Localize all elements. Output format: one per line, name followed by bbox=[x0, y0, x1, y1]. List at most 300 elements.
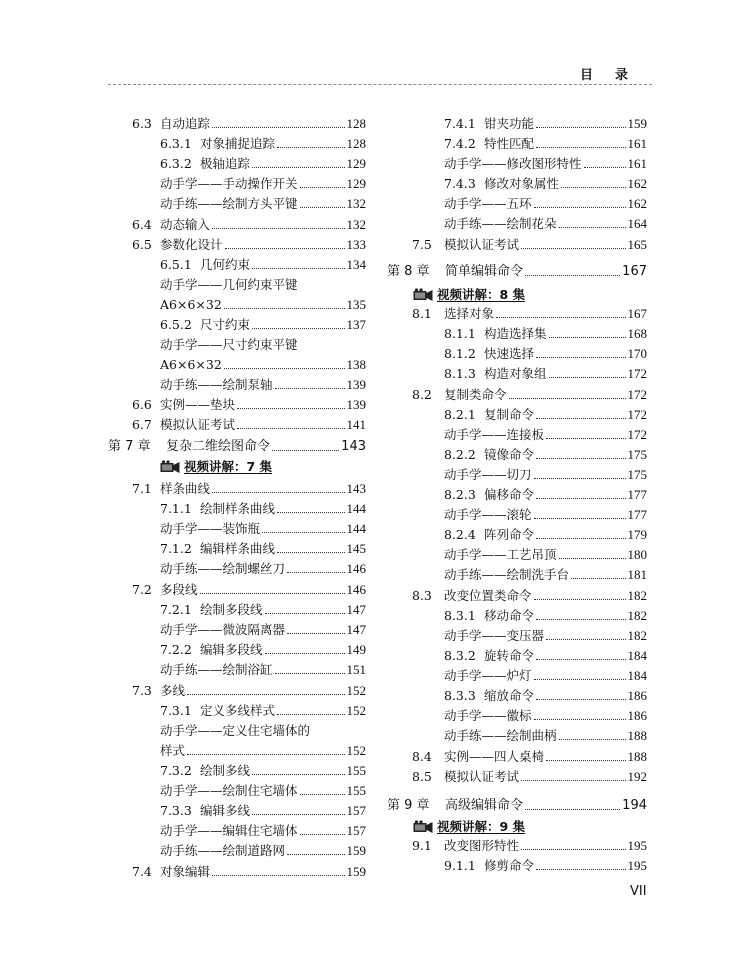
toc-entry-title: 动手学——装饰瓶 bbox=[160, 521, 261, 536]
toc-dot-leader bbox=[536, 458, 625, 459]
toc-entry-page: 172 bbox=[627, 407, 647, 422]
toc-entry-number: 8.3 bbox=[412, 588, 432, 603]
toc-entry-number: 7.1.1 bbox=[160, 501, 192, 516]
toc-entry-number: 8.3.3 bbox=[444, 688, 476, 703]
toc-subsection-entry[interactable] bbox=[160, 293, 366, 313]
toc-entry-page: 141 bbox=[346, 417, 366, 432]
toc-entry-page: 147 bbox=[346, 602, 366, 617]
toc-entry-title: 动手练——绘制方头平键 bbox=[160, 196, 298, 211]
toc-subsection-entry[interactable] bbox=[160, 172, 366, 192]
toc-subsection-entry[interactable] bbox=[444, 724, 647, 744]
toc-entry-page: 132 bbox=[346, 217, 366, 232]
toc-subsection-entry[interactable] bbox=[160, 638, 366, 658]
toc-entry-page: 137 bbox=[346, 317, 366, 332]
toc-entry-title: 动手学——修改图形特性 bbox=[444, 156, 582, 171]
toc-subsection-entry[interactable] bbox=[160, 253, 366, 273]
toc-entry-title: 编辑多段线 bbox=[200, 642, 263, 657]
toc-subsection-entry[interactable] bbox=[160, 779, 366, 799]
toc-subsection-entry[interactable] bbox=[444, 523, 647, 543]
toc-entry-page: 129 bbox=[346, 176, 366, 191]
toc-subsection-entry[interactable] bbox=[444, 543, 647, 563]
toc-dot-leader bbox=[277, 512, 344, 513]
toc-dot-leader bbox=[187, 754, 344, 755]
toc-entry-number: 8.3.1 bbox=[444, 608, 476, 623]
video-label-text: 视频讲解：7 集 bbox=[184, 459, 273, 474]
toc-dot-leader bbox=[287, 854, 344, 855]
toc-entry-title: 动手学——连接板 bbox=[444, 427, 545, 442]
toc-entry-title: 动手练——绘制螺丝刀 bbox=[160, 561, 286, 576]
toc-subsection-entry[interactable] bbox=[160, 373, 366, 393]
toc-entry-title: 旋转命令 bbox=[484, 648, 535, 663]
toc-section-entry[interactable] bbox=[132, 393, 366, 413]
toc-entry-page: 138 bbox=[346, 357, 366, 372]
toc-dot-leader bbox=[237, 428, 344, 429]
toc-entry-page: 179 bbox=[627, 527, 647, 542]
toc-entry-title: 高级编辑命令 bbox=[445, 798, 524, 813]
toc-dot-leader bbox=[534, 599, 626, 600]
toc-entry-title: 动手练——绘制泵轴 bbox=[160, 377, 273, 392]
toc-entry-page: 139 bbox=[346, 397, 366, 412]
toc-subsection-entry[interactable] bbox=[444, 192, 647, 212]
toc-subsection-entry[interactable] bbox=[444, 704, 647, 724]
toc-entry-page: 157 bbox=[346, 803, 366, 818]
toc-dot-leader bbox=[521, 780, 625, 781]
toc-subsection-entry[interactable] bbox=[160, 537, 366, 557]
video-lecture-label bbox=[413, 815, 525, 835]
toc-section-entry[interactable] bbox=[412, 745, 647, 765]
toc-entry-number: 7.2.1 bbox=[160, 602, 192, 617]
toc-entry-title: 绘制多段线 bbox=[200, 602, 263, 617]
header-title: 目录 bbox=[579, 68, 650, 83]
toc-entry-page: 188 bbox=[627, 728, 647, 743]
toc-entry-title: 定义多线样式 bbox=[200, 703, 276, 718]
toc-entry-page: 135 bbox=[346, 297, 366, 312]
toc-dot-leader bbox=[224, 368, 345, 369]
toc-entry-number: 7.2.2 bbox=[160, 642, 192, 657]
toc-dot-leader bbox=[534, 518, 626, 519]
toc-dot-leader bbox=[212, 492, 344, 493]
toc-entry-page: 175 bbox=[627, 467, 647, 482]
toc-dot-leader bbox=[536, 699, 625, 700]
toc-entry-title: 动手练——绘制曲柄 bbox=[444, 728, 557, 743]
toc-subsection-entry[interactable] bbox=[160, 517, 366, 537]
toc-entry-title: 对象捕捉追踪 bbox=[200, 136, 276, 151]
toc-dot-leader bbox=[277, 147, 344, 148]
toc-dot-leader bbox=[559, 739, 626, 740]
toc-subsection-entry[interactable] bbox=[160, 313, 366, 333]
toc-entry-number: 9.1 bbox=[412, 838, 432, 853]
toc-dot-leader bbox=[534, 679, 626, 680]
toc-dot-leader bbox=[536, 619, 625, 620]
toc-entry-number: 6.5.2 bbox=[160, 317, 192, 332]
toc-entry-title: 动手学——五环 bbox=[444, 196, 532, 211]
toc-dot-leader bbox=[252, 268, 344, 269]
toc-entry-title: 镜像命令 bbox=[484, 447, 535, 462]
toc-entry-number: 7.5 bbox=[412, 237, 432, 252]
toc-entry-page: 184 bbox=[627, 668, 647, 683]
toc-subsection-entry[interactable] bbox=[444, 503, 647, 523]
toc-dot-leader bbox=[275, 388, 345, 389]
toc-entry-number: 8.5 bbox=[412, 769, 432, 784]
toc-section-entry[interactable] bbox=[132, 233, 366, 253]
toc-entry-title: 动手学——滚轮 bbox=[444, 507, 532, 522]
toc-entry-title: 偏移命令 bbox=[484, 487, 535, 502]
toc-entry-page: 143 bbox=[346, 481, 366, 496]
toc-entry-number: 6.6 bbox=[132, 397, 152, 412]
toc-subsection-entry[interactable] bbox=[444, 342, 647, 362]
toc-entry-title: 动手学——绘制住宅墙体 bbox=[160, 783, 298, 798]
toc-entry-page: 139 bbox=[346, 377, 366, 392]
toc-entry-title: 移动命令 bbox=[484, 608, 535, 623]
toc-dot-leader bbox=[212, 127, 344, 128]
toc-entry-title: 实例——四人桌椅 bbox=[444, 749, 545, 764]
toc-subsection-entry[interactable] bbox=[444, 212, 647, 232]
toc-entry-page: 134 bbox=[346, 257, 366, 272]
toc-entry-number: 7.4.2 bbox=[444, 136, 476, 151]
toc-dot-leader bbox=[277, 714, 344, 715]
toc-subsection-entry[interactable] bbox=[160, 333, 366, 353]
toc-entry-number: 8.3.2 bbox=[444, 648, 476, 663]
toc-entry-number: 6.3.1 bbox=[160, 136, 192, 151]
toc-section-entry[interactable] bbox=[132, 413, 366, 433]
toc-section-entry[interactable] bbox=[132, 213, 366, 233]
toc-dot-leader bbox=[275, 673, 345, 674]
toc-entry-page: 165 bbox=[627, 237, 647, 252]
toc-entry-title: 动手学——尺寸约束平键 bbox=[160, 337, 298, 352]
toc-entry-title: 几何约束 bbox=[200, 257, 251, 272]
toc-entry-number: 7.4.1 bbox=[444, 116, 476, 131]
toc-entry-page: 128 bbox=[346, 116, 366, 131]
toc-entry-page: 147 bbox=[346, 622, 366, 637]
toc-section-entry[interactable] bbox=[132, 112, 366, 132]
toc-entry-page: 161 bbox=[627, 156, 647, 171]
toc-entry-page: 186 bbox=[627, 688, 647, 703]
toc-entry-page: 175 bbox=[627, 447, 647, 462]
toc-entry-page: 177 bbox=[627, 487, 647, 502]
toc-dot-leader bbox=[287, 572, 344, 573]
toc-entry-title: 多段线 bbox=[160, 582, 198, 597]
toc-dot-leader bbox=[237, 408, 344, 409]
video-lecture-label bbox=[413, 283, 525, 303]
toc-subsection-entry[interactable] bbox=[444, 664, 647, 684]
toc-entry-number: 6.4 bbox=[132, 217, 152, 232]
toc-entry-number: 8.1.3 bbox=[444, 366, 476, 381]
toc-subsection-entry[interactable] bbox=[444, 604, 647, 624]
toc-entry-number: 8.1 bbox=[412, 306, 432, 321]
toc-entry-page: 182 bbox=[627, 588, 647, 603]
toc-section-entry[interactable] bbox=[412, 233, 647, 253]
toc-subsection-entry[interactable] bbox=[160, 699, 366, 719]
toc-subsection-entry[interactable] bbox=[160, 132, 366, 152]
toc-subsection-entry[interactable] bbox=[444, 563, 647, 583]
page-number: VII bbox=[630, 884, 647, 899]
toc-dot-leader bbox=[509, 398, 626, 399]
toc-subsection-entry[interactable] bbox=[160, 273, 366, 293]
toc-entry-title: 动手学——编辑住宅墙体 bbox=[160, 823, 298, 838]
toc-entry-title: 动手练——绘制花朵 bbox=[444, 216, 557, 231]
toc-subsection-entry[interactable] bbox=[444, 854, 647, 874]
toc-entry-page: 128 bbox=[346, 136, 366, 151]
toc-entry-number: 7.4.3 bbox=[444, 176, 476, 191]
toc-subsection-entry[interactable] bbox=[160, 799, 366, 819]
toc-entry-page: 144 bbox=[346, 521, 366, 536]
toc-entry-page: 161 bbox=[627, 136, 647, 151]
toc-entry-title: 模拟认证考试 bbox=[160, 417, 236, 432]
toc-entry-number: 第 9 章 bbox=[387, 798, 430, 813]
toc-entry-title: 尺寸约束 bbox=[200, 317, 251, 332]
toc-entry-title: 参数化设计 bbox=[160, 237, 223, 252]
toc-entry-number: 8.1.1 bbox=[444, 326, 476, 341]
toc-dot-leader bbox=[187, 694, 344, 695]
toc-dot-leader bbox=[265, 613, 345, 614]
toc-entry-number: 6.5 bbox=[132, 237, 152, 252]
toc-entry-number: 7.3 bbox=[132, 683, 152, 698]
video-label-text: 视频讲解：8 集 bbox=[437, 287, 526, 302]
toc-dot-leader bbox=[521, 248, 625, 249]
toc-entry-title: 实例——垫块 bbox=[160, 397, 236, 412]
toc-dot-leader bbox=[212, 875, 344, 876]
toc-entry-page: 172 bbox=[627, 387, 647, 402]
toc-subsection-entry[interactable] bbox=[444, 152, 647, 172]
video-camera-icon bbox=[413, 820, 433, 834]
toc-dot-leader bbox=[571, 578, 625, 579]
toc-entry-title: 动手练——绘制道路网 bbox=[160, 843, 286, 858]
toc-entry-page: 177 bbox=[627, 507, 647, 522]
toc-dot-leader bbox=[536, 418, 625, 419]
toc-dot-leader bbox=[546, 438, 625, 439]
toc-subsection-entry[interactable] bbox=[444, 403, 647, 423]
toc-section-entry[interactable] bbox=[132, 679, 366, 699]
toc-dot-leader bbox=[546, 639, 625, 640]
toc-entry-title: 钳夹功能 bbox=[484, 116, 535, 131]
toc-dot-leader bbox=[534, 207, 626, 208]
toc-chapter-entry[interactable] bbox=[387, 794, 647, 814]
toc-entry-title: 自动追踪 bbox=[160, 116, 211, 131]
toc-entry-page: 155 bbox=[346, 763, 366, 778]
toc-entry-title: 简单编辑命令 bbox=[445, 264, 524, 279]
toc-entry-page: 167 bbox=[627, 306, 647, 321]
toc-entry-title: 阵列命令 bbox=[484, 527, 535, 542]
toc-dot-leader bbox=[549, 337, 626, 338]
toc-entry-page: 194 bbox=[622, 798, 647, 813]
header-divider bbox=[108, 84, 652, 85]
toc-dot-leader bbox=[252, 167, 344, 168]
toc-entry-title: 复杂二维绘图命令 bbox=[166, 439, 271, 454]
toc-dot-leader bbox=[559, 558, 626, 559]
toc-entry-number: 9.1.1 bbox=[444, 858, 476, 873]
toc-entry-number: 8.2.1 bbox=[444, 407, 476, 422]
toc-dot-leader bbox=[225, 248, 345, 249]
toc-entry-title: 构造选择集 bbox=[484, 326, 547, 341]
toc-entry-title: 动手学——手动操作开关 bbox=[160, 176, 298, 191]
toc-entry-page: 144 bbox=[346, 501, 366, 516]
toc-entry-number: 7.2 bbox=[132, 582, 152, 597]
toc-entry-title: 动手练——绘制浴缸 bbox=[160, 662, 273, 677]
toc-entry-title: 绘制样条曲线 bbox=[200, 501, 276, 516]
toc-entry-page: 195 bbox=[627, 838, 647, 853]
toc-entry-title: 复制类命令 bbox=[444, 387, 507, 402]
toc-entry-page: 159 bbox=[346, 843, 366, 858]
video-label-text: 视频讲解：9 集 bbox=[437, 819, 526, 834]
toc-section-entry[interactable] bbox=[412, 584, 647, 604]
toc-dot-leader bbox=[549, 377, 626, 378]
toc-entry-title: 动手学——定义住宅墙体的 bbox=[160, 723, 311, 738]
toc-entry-number: 8.2.4 bbox=[444, 527, 476, 542]
toc-entry-page: 146 bbox=[346, 582, 366, 597]
toc-subsection-entry[interactable] bbox=[444, 112, 647, 132]
toc-dot-leader bbox=[534, 719, 626, 720]
toc-dot-leader bbox=[252, 814, 344, 815]
toc-subsection-entry[interactable] bbox=[444, 463, 647, 483]
toc-entry-title: 构造对象组 bbox=[484, 366, 547, 381]
toc-section-entry[interactable] bbox=[412, 765, 647, 785]
toc-subsection-entry[interactable] bbox=[160, 353, 366, 373]
toc-subsection-entry[interactable] bbox=[444, 172, 647, 192]
toc-subsection-entry[interactable] bbox=[160, 152, 366, 172]
toc-entry-page: 143 bbox=[341, 439, 366, 454]
toc-dot-leader bbox=[265, 653, 345, 654]
toc-entry-number: 7.3.1 bbox=[160, 703, 192, 718]
toc-chapter-entry[interactable] bbox=[387, 260, 647, 280]
toc-dot-leader bbox=[224, 308, 345, 309]
toc-entry-title: 修改对象属性 bbox=[484, 176, 560, 191]
toc-section-entry[interactable] bbox=[132, 477, 366, 497]
toc-entry-page: 181 bbox=[627, 567, 647, 582]
toc-entry-page: 133 bbox=[346, 237, 366, 252]
toc-section-entry[interactable] bbox=[132, 860, 366, 880]
toc-entry-number: 8.2 bbox=[412, 387, 432, 402]
toc-subsection-entry[interactable] bbox=[160, 192, 366, 212]
toc-dot-leader bbox=[559, 227, 626, 228]
toc-entry-title: 动态输入 bbox=[160, 217, 211, 232]
toc-subsection-entry[interactable] bbox=[160, 719, 366, 739]
toc-dot-leader bbox=[300, 187, 345, 188]
toc-dot-leader bbox=[534, 478, 626, 479]
toc-entry-title: 动手学——切刀 bbox=[444, 467, 532, 482]
toc-subsection-entry[interactable] bbox=[444, 443, 647, 463]
toc-entry-number: 7.4 bbox=[132, 864, 152, 879]
toc-entry-title: 修剪命令 bbox=[484, 858, 535, 873]
toc-entry-page: 159 bbox=[346, 864, 366, 879]
toc-subsection-entry[interactable] bbox=[444, 322, 647, 342]
toc-entry-title: 选择对象 bbox=[444, 306, 495, 321]
toc-dot-leader bbox=[536, 127, 625, 128]
toc-entry-page: 129 bbox=[346, 156, 366, 171]
toc-entry-number: 第 7 章 bbox=[108, 439, 151, 454]
toc-dot-leader bbox=[287, 633, 344, 634]
toc-subsection-entry[interactable] bbox=[160, 497, 366, 517]
toc-entry-page: 132 bbox=[346, 196, 366, 211]
video-camera-icon bbox=[413, 288, 433, 302]
toc-dot-leader bbox=[262, 532, 344, 533]
toc-dot-leader bbox=[200, 593, 345, 594]
toc-subsection-entry[interactable] bbox=[160, 618, 366, 638]
toc-entry-title: 动手学——徽标 bbox=[444, 708, 532, 723]
toc-entry-title: 缩放命令 bbox=[484, 688, 535, 703]
toc-chapter-entry[interactable] bbox=[108, 435, 366, 455]
toc-entry-title: 改变位置类命令 bbox=[444, 588, 532, 603]
toc-entry-page: 162 bbox=[627, 176, 647, 191]
toc-section-entry[interactable] bbox=[412, 383, 647, 403]
toc-dot-leader bbox=[300, 207, 345, 208]
toc-entry-page: 157 bbox=[346, 823, 366, 838]
toc-entry-page: 184 bbox=[627, 648, 647, 663]
toc-entry-title: A6×6×32 bbox=[160, 357, 222, 372]
toc-dot-leader bbox=[536, 538, 625, 539]
toc-subsection-entry[interactable] bbox=[444, 483, 647, 503]
toc-entry-number: 8.2.2 bbox=[444, 447, 476, 462]
toc-entry-number: 7.3.2 bbox=[160, 763, 192, 778]
toc-entry-title: 多线 bbox=[160, 683, 186, 698]
toc-entry-title: 动手学——微波隔离器 bbox=[160, 622, 286, 637]
toc-entry-title: 样式 bbox=[160, 743, 186, 758]
toc-entry-page: 152 bbox=[346, 703, 366, 718]
toc-dot-leader bbox=[525, 809, 620, 810]
toc-dot-leader bbox=[536, 498, 625, 499]
toc-dot-leader bbox=[584, 167, 626, 168]
toc-entry-page: 164 bbox=[627, 216, 647, 231]
toc-entry-number: 8.1.2 bbox=[444, 346, 476, 361]
toc-subsection-entry[interactable] bbox=[160, 759, 366, 779]
toc-dot-leader bbox=[561, 187, 625, 188]
toc-entry-page: 182 bbox=[627, 628, 647, 643]
toc-dot-leader bbox=[272, 450, 339, 451]
toc-entry-title: 复制命令 bbox=[484, 407, 535, 422]
toc-entry-title: 动手学——几何约束平键 bbox=[160, 277, 298, 292]
toc-entry-page: 172 bbox=[627, 366, 647, 381]
toc-entry-page: 151 bbox=[346, 662, 366, 677]
toc-subsection-entry[interactable] bbox=[160, 839, 366, 859]
toc-subsection-entry[interactable] bbox=[444, 644, 647, 664]
toc-entry-title: 模拟认证考试 bbox=[444, 237, 520, 252]
toc-dot-leader bbox=[536, 147, 625, 148]
toc-entry-page: 149 bbox=[346, 642, 366, 657]
toc-entry-number: 6.7 bbox=[132, 417, 152, 432]
toc-entry-number: 8.4 bbox=[412, 749, 432, 764]
toc-entry-number: 7.1 bbox=[132, 481, 152, 496]
toc-entry-page: 192 bbox=[627, 769, 647, 784]
toc-section-entry[interactable] bbox=[132, 578, 366, 598]
toc-dot-leader bbox=[252, 774, 344, 775]
toc-entry-page: 152 bbox=[346, 683, 366, 698]
toc-subsection-entry[interactable] bbox=[444, 132, 647, 152]
toc-subsection-entry[interactable] bbox=[444, 624, 647, 644]
toc-entry-page: 195 bbox=[627, 858, 647, 873]
toc-subsection-entry[interactable] bbox=[160, 557, 366, 577]
toc-subsection-entry[interactable] bbox=[444, 684, 647, 704]
toc-subsection-entry[interactable] bbox=[160, 598, 366, 618]
toc-dot-leader bbox=[546, 760, 625, 761]
toc-entry-title: 模拟认证考试 bbox=[444, 769, 520, 784]
toc-entry-title: 样条曲线 bbox=[160, 481, 211, 496]
toc-dot-leader bbox=[277, 552, 344, 553]
toc-entry-page: 188 bbox=[627, 749, 647, 764]
toc-entry-page: 186 bbox=[627, 708, 647, 723]
toc-entry-title: 动手练——绘制洗手台 bbox=[444, 567, 570, 582]
toc-section-entry[interactable] bbox=[412, 834, 647, 854]
toc-section-entry[interactable] bbox=[412, 302, 647, 322]
toc-subsection-entry[interactable] bbox=[444, 362, 647, 382]
toc-entry-page: 168 bbox=[627, 326, 647, 341]
toc-subsection-entry[interactable] bbox=[160, 819, 366, 839]
toc-dot-leader bbox=[300, 794, 345, 795]
toc-entry-page: 145 bbox=[346, 541, 366, 556]
toc-dot-leader bbox=[536, 869, 625, 870]
toc-subsection-entry[interactable] bbox=[444, 423, 647, 443]
toc-subsection-entry[interactable] bbox=[160, 658, 366, 678]
toc-dot-leader bbox=[521, 849, 625, 850]
toc-subsection-entry[interactable] bbox=[160, 739, 366, 759]
